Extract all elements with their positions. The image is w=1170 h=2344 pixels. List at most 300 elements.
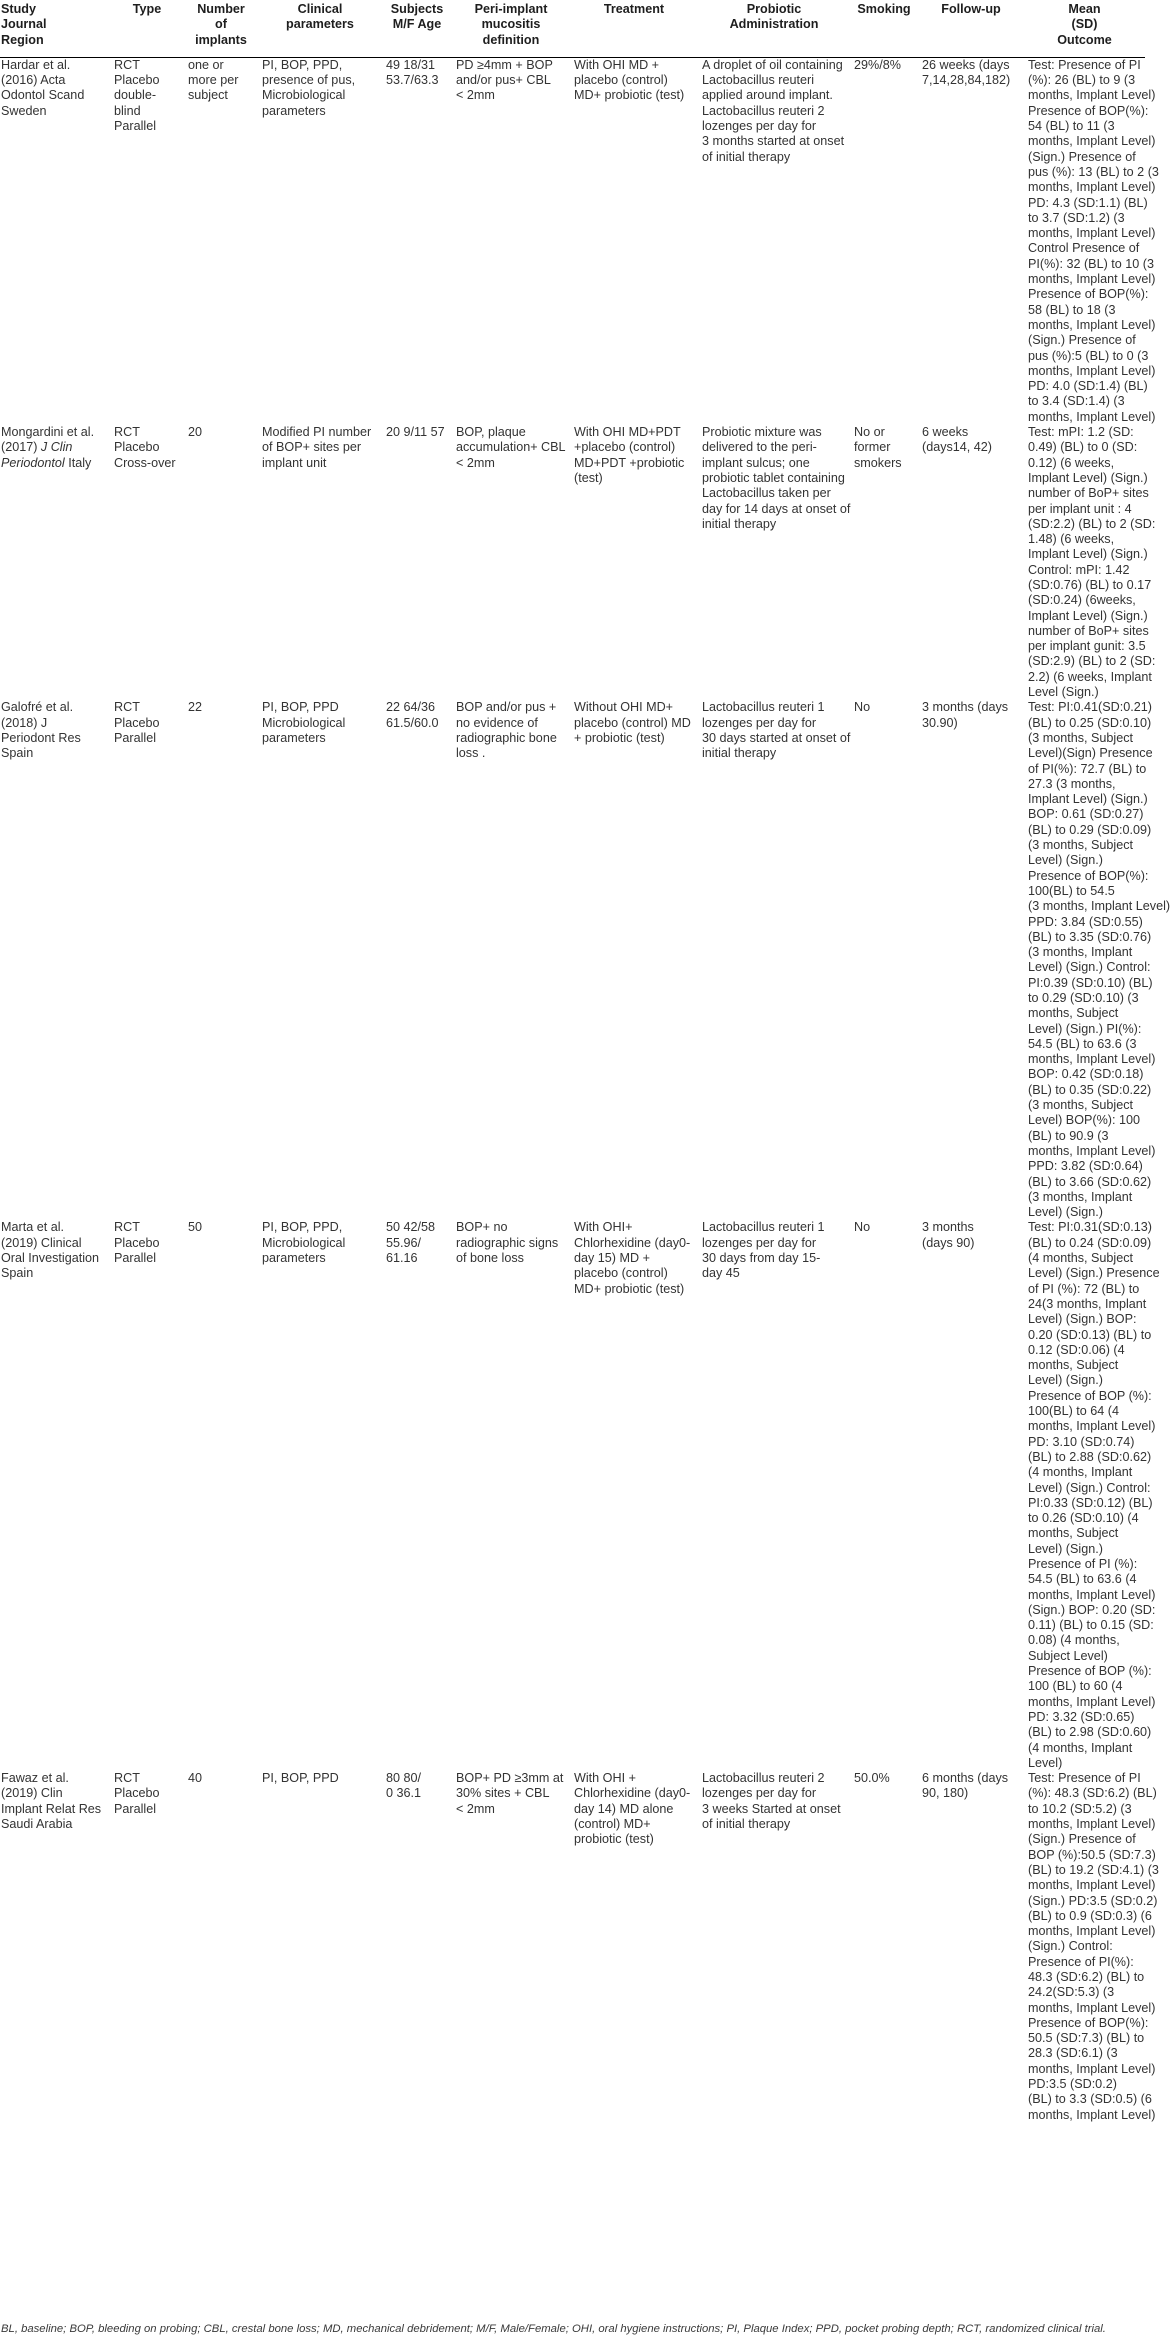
cell-line: 7,14,28,84,182) bbox=[922, 73, 1011, 88]
cell-line: (BL) to 2.88 (SD:0.62) bbox=[1028, 1449, 1152, 1464]
cell-line: PD ≥4mm + BOP bbox=[456, 57, 553, 72]
cell-subjects bbox=[382, 1771, 452, 2123]
cell-line: (Sign.) Control: bbox=[1028, 1939, 1113, 1954]
cell-line: to 10.2 (SD:5.2) (3 bbox=[1028, 1801, 1132, 1816]
cell-line: months, Implant Level) bbox=[1028, 363, 1156, 378]
cell-line: (Sign.) BOP: 0.20 (SD: bbox=[1028, 1602, 1156, 1617]
cell-line: < 2mm bbox=[456, 88, 495, 103]
cell-line: Sweden bbox=[1, 103, 47, 118]
cell-line: Spain bbox=[1, 1266, 34, 1281]
cell-probiotic-administration bbox=[698, 700, 850, 1220]
header-line: M/F Age bbox=[392, 17, 442, 32]
cell-line: initial therapy bbox=[702, 746, 777, 761]
table-row bbox=[0, 57, 1145, 425]
cell-line: (4 months, Subject bbox=[1028, 1251, 1133, 1266]
cell-line: placebo (control) bbox=[574, 1266, 668, 1281]
header-line: Number bbox=[197, 2, 245, 16]
cell-line: radiographic bone bbox=[456, 730, 557, 745]
cell-line: 0.20 (SD:0.13) (BL) to bbox=[1028, 1327, 1152, 1342]
cell-line: 3 months bbox=[922, 1220, 974, 1235]
cell-line: implant unit bbox=[262, 455, 327, 470]
cell-clinical-parameters bbox=[258, 57, 382, 425]
cell-line: 0.11) (BL) to 0.15 (SD: bbox=[1028, 1618, 1154, 1633]
cell-line: With OHI+ bbox=[574, 1220, 633, 1235]
cell-line: (BL) to 90.9 (3 bbox=[1028, 1128, 1109, 1143]
header-line: Peri-implant bbox=[474, 2, 548, 16]
cell-implants bbox=[184, 57, 258, 425]
cell-line: of initial therapy bbox=[702, 149, 791, 164]
cell-line: MD+ probiotic (test) bbox=[574, 88, 685, 103]
cell-line: subject bbox=[188, 88, 228, 103]
cell-line: of initial therapy bbox=[702, 1817, 791, 1832]
header-smoking bbox=[850, 0, 918, 57]
cell-line: probiotic (test) bbox=[574, 1832, 654, 1847]
cell-line: to 3.7 (SD:1.2) (3 bbox=[1028, 210, 1125, 225]
cell-line: months, Implant Level) bbox=[1028, 1694, 1156, 1709]
cell-line: 50 bbox=[188, 1220, 203, 1235]
cell-line: months, Implant Level) bbox=[1028, 1052, 1156, 1067]
cell-line: 6 months (days bbox=[922, 1771, 1009, 1786]
cell-line: (BL) to 0.29 (SD:0.09) bbox=[1028, 822, 1152, 837]
cell-line: lozenges per day for bbox=[702, 119, 817, 134]
cell-line: BOP+ PD ≥3mm at bbox=[456, 1771, 564, 1786]
cell-line: 54.5 (BL) to 63.6 (4 bbox=[1028, 1572, 1137, 1587]
cell-line: Chlorhexidine (day0- bbox=[574, 1786, 691, 1801]
cell-line: Saudi Arabia bbox=[1, 1817, 73, 1832]
table-header-row bbox=[0, 0, 1145, 57]
cell-line: 55.96/ bbox=[386, 1235, 422, 1250]
cell-line: (control) MD+ bbox=[574, 1817, 651, 1832]
cell-line: 0.12) (6 weeks, bbox=[1028, 455, 1115, 470]
cell-line: day 15) MD + bbox=[574, 1251, 650, 1266]
cell-treatment bbox=[570, 700, 698, 1220]
cell-line: Spain bbox=[1, 746, 34, 761]
cell-line: loss . bbox=[456, 746, 486, 761]
cell-line: 0.12 (SD:0.06) (4 bbox=[1028, 1342, 1125, 1357]
cell-line: 0.08) (4 months, bbox=[1028, 1633, 1120, 1648]
cell-line: (BL) to 3.66 (SD:0.62) bbox=[1028, 1174, 1152, 1189]
cell-line: months, Implant Level) bbox=[1028, 1143, 1156, 1158]
cell-line: Parallel bbox=[114, 730, 156, 745]
header-line: Region bbox=[1, 32, 44, 47]
cell-line: (2016) Acta bbox=[1, 73, 66, 88]
cell-line: 20 bbox=[188, 425, 203, 440]
header-line: Outcome bbox=[1057, 32, 1112, 47]
cell-line: 30 days from day 15- bbox=[702, 1251, 821, 1266]
cell-outcome bbox=[1024, 57, 1159, 425]
cell-line: 3 weeks Started at onset bbox=[702, 1801, 841, 1816]
cell-line: Microbiological bbox=[262, 88, 346, 103]
header-line: parameters bbox=[286, 17, 354, 32]
cell-line: RCT bbox=[114, 425, 140, 440]
cell-line: Level) (Sign.) bbox=[1028, 1373, 1103, 1388]
cell-line: double- bbox=[114, 88, 157, 103]
cell-line: (3 months, Implant bbox=[1028, 1189, 1133, 1204]
cell-line: Presence of BOP (%): bbox=[1028, 1664, 1152, 1679]
cell-line: + probiotic (test) bbox=[574, 730, 665, 745]
cell-line: delivered to the peri- bbox=[702, 440, 817, 455]
cell-line: Fawaz et al. bbox=[1, 1771, 69, 1786]
cell-line: Placebo bbox=[114, 1235, 160, 1250]
cell-line: (Sign.) Presence of bbox=[1028, 1832, 1136, 1847]
cell-follow-up bbox=[918, 1771, 1024, 2123]
cell-line: implant sulcus; one bbox=[702, 455, 810, 470]
cell-line: Level (Sign.) bbox=[1028, 685, 1099, 700]
cell-type bbox=[110, 1220, 184, 1771]
cell-line: 40 bbox=[188, 1771, 203, 1786]
header-line: Probiotic bbox=[746, 2, 802, 16]
cell-line: Lactobacillus taken per bbox=[702, 486, 831, 501]
cell-line: PI:0.39 (SD:0.10) (BL) bbox=[1028, 975, 1153, 990]
header-treatment bbox=[570, 0, 698, 57]
cell-line: of BOP+ sites per bbox=[262, 440, 362, 455]
cell-line: Level) (Sign.) PI(%): bbox=[1028, 1021, 1142, 1036]
cell-implants bbox=[184, 700, 258, 1220]
cell-line: (BL) to 2.98 (SD:0.60) bbox=[1028, 1725, 1152, 1740]
cell-line: (BL) to 0.9 (SD:0.3) (6 bbox=[1028, 1908, 1152, 1923]
header-line: Study bbox=[1, 2, 36, 16]
cell-line: Placebo bbox=[114, 440, 160, 455]
cell-line: 0 36.1 bbox=[386, 1786, 422, 1801]
cell-line: parameters bbox=[262, 730, 326, 745]
table-footnote: BL, baseline; BOP, bleeding on probing; CBL, crestal bone loss; MD, mechanical debridement; M/F, Male/Female; OHI, oral hygiene instructions; PI, Plaque Index; PPD, pocket probing depth; RCT, randomized clinical trial. bbox=[1, 2323, 1106, 2335]
cell-line: lozenges per day for bbox=[702, 1235, 817, 1250]
cell-line: (Sign.) Presence of bbox=[1028, 333, 1136, 348]
cell-line: (%): 48.3 (SD:6.2) (BL) bbox=[1028, 1786, 1157, 1801]
cell-line: 61.16 bbox=[386, 1251, 418, 1266]
cell-probiotic-administration bbox=[698, 1220, 850, 1771]
cell-line: Test: mPI: 1.2 (SD: bbox=[1028, 425, 1134, 440]
cell-line: Level) (Sign.) bbox=[1028, 853, 1103, 868]
cell-treatment bbox=[570, 1771, 698, 2123]
cell-line: to 0.26 (SD:0.10) (4 bbox=[1028, 1511, 1139, 1526]
cell-outcome bbox=[1024, 700, 1170, 1220]
cell-line: 61.5/60.0 bbox=[386, 715, 439, 730]
cell-line: of PI(%): 72.7 (BL) to bbox=[1028, 761, 1147, 776]
cell-line: (BL) to 19.2 (SD:4.1) (3 bbox=[1028, 1862, 1159, 1877]
cell-study bbox=[0, 425, 110, 700]
cell-line: more per bbox=[188, 73, 239, 88]
cell-line: (Sign.) Presence of bbox=[1028, 149, 1136, 164]
cell-treatment bbox=[570, 425, 698, 700]
cell-subjects bbox=[382, 1220, 452, 1771]
cell-line: of PI (%): 72 (BL) to bbox=[1028, 1281, 1140, 1296]
cell-line: Test: Presence of PI bbox=[1028, 57, 1141, 72]
cell-line: months, Subject bbox=[1028, 1526, 1119, 1541]
cell-mucositis-definition bbox=[452, 425, 570, 700]
cell-line: number of BoP+ sites bbox=[1028, 486, 1149, 501]
cell-probiotic-administration bbox=[698, 1771, 850, 2123]
cell-line: PD: 4.3 (SD:1.1) (BL) bbox=[1028, 195, 1148, 210]
cell-probiotic-administration bbox=[698, 57, 850, 425]
cell-line: months, Implant Level) bbox=[1028, 2000, 1156, 2015]
cell-line: lozenges per day for bbox=[702, 1786, 817, 1801]
cell-follow-up bbox=[918, 425, 1024, 700]
cell-line: Galofré et al. bbox=[1, 700, 74, 715]
cell-line: +placebo (control) bbox=[574, 440, 676, 455]
cell-line: 30% sites + CBL bbox=[456, 1786, 550, 1801]
cell-line: < 2mm bbox=[456, 455, 495, 470]
cell-line: day 45 bbox=[702, 1266, 740, 1281]
header-implants bbox=[184, 0, 258, 57]
cell-line: parameters bbox=[262, 103, 326, 118]
cell-line: lozenges per day for bbox=[702, 715, 817, 730]
header-line: (SD) bbox=[1071, 17, 1098, 32]
cell-study bbox=[0, 57, 110, 425]
cell-smoking bbox=[850, 700, 918, 1220]
cell-line: (4 months, Implant bbox=[1028, 1465, 1133, 1480]
cell-line: Microbiological bbox=[262, 715, 346, 730]
table-row bbox=[0, 1220, 1145, 1771]
cell-line: Presence of BOP(%): bbox=[1028, 2015, 1149, 2030]
cell-line: 100 (BL) to 60 (4 bbox=[1028, 1679, 1123, 1694]
header-line: Type bbox=[132, 2, 162, 16]
cell-line: (%): 26 (BL) to 9 (3 bbox=[1028, 73, 1136, 88]
cell-study bbox=[0, 1220, 110, 1771]
header-line: implants bbox=[195, 32, 247, 47]
cell-line: Level) BOP(%): 100 bbox=[1028, 1113, 1140, 1128]
cell-line: Test: PI:0.31(SD:0.13) bbox=[1028, 1220, 1152, 1235]
cell-line: months, Implant Level) bbox=[1028, 317, 1156, 332]
header-line: Follow-up bbox=[941, 2, 1001, 16]
cell-line: number of BoP+ sites bbox=[1028, 623, 1149, 638]
cell-implants bbox=[184, 1771, 258, 2123]
header-probiotic-administration bbox=[698, 0, 850, 57]
cell-smoking bbox=[850, 57, 918, 425]
cell-mucositis-definition bbox=[452, 57, 570, 425]
cell-line: (Sign.) PD:3.5 (SD:0.2) bbox=[1028, 1893, 1158, 1908]
cell-line: parameters bbox=[262, 1251, 326, 1266]
cell-line: (4 months, Implant bbox=[1028, 1740, 1133, 1755]
cell-line: PI, BOP, PPD bbox=[262, 1771, 339, 1786]
cell-line: (SD:0.76) (BL) to 0.17 bbox=[1028, 577, 1152, 592]
cell-line: PI, BOP, PPD, bbox=[262, 57, 343, 72]
cell-line: PI, BOP, PPD, bbox=[262, 1220, 343, 1235]
cell-line: Modified PI number bbox=[262, 425, 372, 440]
cell-line: applied around implant. bbox=[702, 88, 833, 103]
cell-type bbox=[110, 1771, 184, 2123]
cell-line: Implant Level) (Sign.) bbox=[1028, 470, 1148, 485]
cell-line: Marta et al. bbox=[1, 1220, 64, 1235]
cell-line: Presence of BOP (%): bbox=[1028, 1388, 1152, 1403]
cell-line: one or bbox=[188, 57, 224, 72]
cell-line: (BL) to 3.35 (SD:0.76) bbox=[1028, 929, 1152, 944]
cell-line: (days 90) bbox=[922, 1235, 975, 1250]
cell-line: Mongardini et al. bbox=[1, 425, 95, 440]
cell-line: months, Implant Level) bbox=[1028, 272, 1156, 287]
cell-smoking bbox=[850, 425, 918, 700]
cell-subjects bbox=[382, 57, 452, 425]
cell-line: day for 14 days at onset of bbox=[702, 501, 851, 516]
cell-line: RCT bbox=[114, 57, 140, 72]
cell-line: 26 weeks (days bbox=[922, 57, 1010, 72]
cell-line: 22 64/36 bbox=[386, 700, 436, 715]
cell-line: 30.90) bbox=[922, 715, 958, 730]
cell-mucositis-definition bbox=[452, 1771, 570, 2123]
cell-line: months, Implant Level) bbox=[1028, 2107, 1156, 2122]
cell-clinical-parameters bbox=[258, 425, 382, 700]
cell-line: months, Implant Level) bbox=[1028, 88, 1156, 103]
cell-line: Level) bbox=[1028, 1755, 1063, 1770]
header-line: of bbox=[215, 17, 227, 32]
cell-line: 90, 180) bbox=[922, 1786, 969, 1801]
cell-study bbox=[0, 1771, 110, 2123]
cell-line: BOP (%):50.5 (SD:7.3) bbox=[1028, 1847, 1156, 1862]
cell-line: PPD: 3.82 (SD:0.64) bbox=[1028, 1159, 1143, 1174]
cell-probiotic-administration bbox=[698, 425, 850, 700]
cell-line: (3 months, Implant bbox=[1028, 945, 1133, 960]
cell-line: to 3.4 (SD:1.4) (3 bbox=[1028, 394, 1125, 409]
cell-line: pus (%): 13 (BL) to 2 (3 bbox=[1028, 164, 1159, 179]
cell-line: 50 42/58 bbox=[386, 1220, 436, 1235]
cell-line: Implant Relat Res bbox=[1, 1801, 102, 1816]
cell-line: (SD:0.24) (6weeks, bbox=[1028, 593, 1136, 608]
cell-line: Lactobacillus reuteri 1 bbox=[702, 700, 825, 715]
cell-line: A droplet of oil containing bbox=[702, 57, 843, 72]
cell-line: Microbiological bbox=[262, 1235, 346, 1250]
cell-type bbox=[110, 425, 184, 700]
cell-line: (BL) to 0.24 (SD:0.09) bbox=[1028, 1235, 1152, 1250]
cell-line: BOP+ no bbox=[456, 1220, 508, 1235]
cell-line: Level) (Sign.) bbox=[1028, 1541, 1103, 1556]
cell-line: 6 weeks bbox=[922, 425, 969, 440]
cell-line: Level) (Sign.) Control: bbox=[1028, 960, 1151, 975]
cell-line: initial therapy bbox=[702, 516, 777, 531]
cell-line: Presence of BOP(%): bbox=[1028, 287, 1149, 302]
cell-clinical-parameters bbox=[258, 1771, 382, 2123]
header-outcome bbox=[1024, 0, 1145, 57]
cell-line: PD: 4.0 (SD:1.4) (BL) bbox=[1028, 379, 1148, 394]
cell-line: months, Subject bbox=[1028, 1358, 1119, 1373]
cell-line: Parallel bbox=[114, 1801, 156, 1816]
cell-line: Lactobacillus reuteri 2 bbox=[702, 1771, 825, 1786]
header-subjects bbox=[382, 0, 452, 57]
cell-line: Level) (Sign.) Control: bbox=[1028, 1480, 1151, 1495]
cell-line: 28.3 (SD:6.1) (3 bbox=[1028, 2046, 1118, 2061]
cell-line: Odontol Scand bbox=[1, 88, 85, 103]
cell-line: (SD:2.2) (BL) to 2 (SD: bbox=[1028, 516, 1156, 531]
cell-line: (2019) Clin bbox=[1, 1786, 63, 1801]
cell-line: 1.48) (6 weeks, bbox=[1028, 532, 1115, 547]
header-clinical-parameters bbox=[258, 0, 382, 57]
header-type bbox=[110, 0, 184, 57]
cell-line: (2017) J Clin bbox=[1, 440, 73, 455]
cell-line: presence of pus, bbox=[262, 73, 356, 88]
cell-line: placebo (control) bbox=[574, 73, 668, 88]
cell-line: PPD: 3.84 (SD:0.55) bbox=[1028, 914, 1143, 929]
cell-line: PD:3.5 (SD:0.2) bbox=[1028, 2077, 1117, 2092]
header-study bbox=[0, 0, 110, 57]
cell-line: No or bbox=[854, 425, 885, 440]
cell-line: 58 (BL) to 18 (3 bbox=[1028, 302, 1116, 317]
cell-smoking bbox=[850, 1220, 918, 1771]
cell-line: blind bbox=[114, 103, 141, 118]
header-line: definition bbox=[482, 32, 540, 47]
cell-line: Cross-over bbox=[114, 455, 176, 470]
cell-outcome bbox=[1024, 1220, 1160, 1771]
cell-line: 0.49) (BL) to 0 (SD: bbox=[1028, 440, 1138, 455]
header-line: Clinical bbox=[297, 2, 343, 16]
cell-line: Presence of PI (%): bbox=[1028, 1556, 1138, 1571]
cell-line: months, Subject bbox=[1028, 1006, 1119, 1021]
cell-line: Implant Level) (Sign.) bbox=[1028, 792, 1148, 807]
table-body bbox=[0, 57, 1170, 2123]
cell-smoking bbox=[850, 1771, 918, 2123]
header-line: Subjects bbox=[390, 2, 444, 16]
cell-line: Hardar et al. bbox=[1, 57, 71, 72]
cell-line: 3 months started at onset bbox=[702, 134, 845, 149]
cell-follow-up bbox=[918, 1220, 1024, 1771]
cell-line: Placebo bbox=[114, 73, 160, 88]
cell-line: PD: 3.10 (SD:0.74) bbox=[1028, 1434, 1135, 1449]
cell-line: PI:0.33 (SD:0.12) (BL) bbox=[1028, 1495, 1153, 1510]
cell-line: smokers bbox=[854, 455, 902, 470]
cell-line: (BL) to 3.3 (SD:0.5) (6 bbox=[1028, 2092, 1152, 2107]
table-row bbox=[0, 425, 1145, 700]
cell-line: (3 months, Subject bbox=[1028, 1098, 1133, 1113]
cell-mucositis-definition bbox=[452, 700, 570, 1220]
cell-line: (3 months, Implant Level) bbox=[1028, 899, 1170, 914]
cell-line: Test: Presence of PI bbox=[1028, 1771, 1141, 1786]
cell-line: Level) (Sign.) BOP: bbox=[1028, 1312, 1137, 1327]
cell-clinical-parameters bbox=[258, 1220, 382, 1771]
cell-type bbox=[110, 700, 184, 1220]
cell-line: 22 bbox=[188, 700, 203, 715]
cell-line: Implant Level) (Sign.) bbox=[1028, 608, 1148, 623]
cell-line: months, Implant Level) bbox=[1028, 1878, 1156, 1893]
cell-outcome bbox=[1024, 1771, 1159, 2123]
cell-line: 50.0% bbox=[854, 1771, 890, 1786]
cell-line: PD: 3.32 (SD:0.65) bbox=[1028, 1709, 1135, 1724]
cell-line: Oral Investigation bbox=[1, 1251, 100, 1266]
cell-treatment bbox=[570, 1220, 698, 1771]
cell-line: Control Presence of bbox=[1028, 241, 1140, 256]
cell-follow-up bbox=[918, 700, 1024, 1220]
cell-line: probiotic tablet containing bbox=[702, 470, 845, 485]
cell-line: months, Implant Level) bbox=[1028, 1587, 1156, 1602]
cell-line: 24(3 months, Implant bbox=[1028, 1296, 1147, 1311]
cell-line: months, Implant Level) bbox=[1028, 180, 1156, 195]
cell-outcome bbox=[1024, 425, 1156, 700]
cell-subjects bbox=[382, 425, 452, 700]
cell-line: (2018) J bbox=[1, 715, 48, 730]
cell-line: (3 months, Subject bbox=[1028, 730, 1133, 745]
cell-line: 27.3 (3 months, bbox=[1028, 776, 1116, 791]
cell-line: (2019) Clinical bbox=[1, 1235, 82, 1250]
header-line: Mean bbox=[1068, 2, 1101, 16]
header-line: Administration bbox=[729, 17, 819, 32]
cell-line: months, Implant Level) bbox=[1028, 134, 1156, 149]
header-line: Smoking bbox=[857, 2, 911, 16]
cell-line: Presence of BOP(%): bbox=[1028, 103, 1149, 118]
header-mucositis-definition bbox=[452, 0, 570, 57]
cell-line: Parallel bbox=[114, 119, 156, 134]
cell-line: 30 days started at onset of bbox=[702, 730, 851, 745]
cell-line: 53.7/63.3 bbox=[386, 73, 439, 88]
header-line: mucositis bbox=[481, 17, 541, 32]
cell-line: 20 9/11 57 bbox=[386, 425, 445, 440]
cell-line: 54 (BL) to 11 (3 bbox=[1028, 119, 1115, 134]
cell-line: 54.5 (BL) to 63.6 (3 bbox=[1028, 1036, 1137, 1051]
cell-line: With OHI MD + bbox=[574, 57, 660, 72]
cell-line: (SD:2.9) (BL) to 2 (SD: bbox=[1028, 654, 1156, 669]
cell-line: 80 80/ bbox=[386, 1771, 422, 1786]
cell-line: Periodont Res bbox=[1, 730, 81, 745]
cell-line: MD+PDT +probiotic bbox=[574, 455, 685, 470]
cell-line: no evidence of bbox=[456, 715, 538, 730]
cell-line: (BL) to 0.35 (SD:0.22) bbox=[1028, 1082, 1152, 1097]
cell-line: former bbox=[854, 440, 891, 455]
